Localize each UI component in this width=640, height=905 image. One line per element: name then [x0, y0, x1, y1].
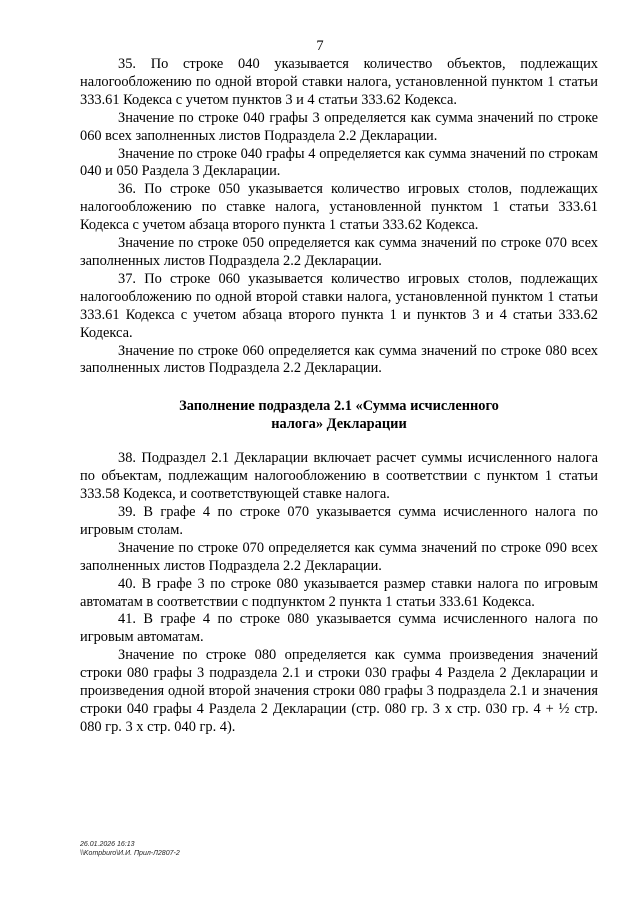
paragraph: 40. В графе 3 по строке 080 указывается размер ставки налога по игровым автоматам в соответствии с подпунктом 2 пункта 1 статьи 333.61 Кодекса.: [80, 575, 598, 610]
paragraph: Значение по строке 070 определяется как сумма значений по строке 090 всех заполненных листов Подраздела 2.2 Декларации.: [80, 539, 598, 574]
paragraph: Значение по строке 080 определяется как сумма произведения значений строки 080 графы 3 подраздела 2.1 и строки 030 графы 4 Раздела 2 Декларации и произведения одной второй значения строки 080 графы 3 подраздела 2.1 и значения строки 040 графы 4 Раздела 2 Декларации (стр. 080 гр. 3 х стр. 030 гр. 4 + ½ стр. 080 гр. 3 х стр. 040 гр. 4).: [80, 647, 598, 735]
paragraph: Значение по строке 060 определяется как сумма значений по строке 080 всех заполненных листов Подраздела 2.2 Декларации.: [80, 342, 598, 377]
paragraph: 39. В графе 4 по строке 070 указывается сумма исчисленного налога по игровым столам.: [80, 504, 598, 538]
paragraph: 37. По строке 060 указывается количество игровых столов, подлежащих налогообложению по одной второй ставки налога, установленной пунктом 1 статьи 333.61 Кодекса с учетом абзаца второго пункта 1 и пунктов 3 и 4 статьи 333.62 Кодекса.: [80, 270, 598, 341]
print-file-path: \\Kompburo\И.И. Прил-Л2807-2: [80, 850, 180, 857]
paragraph: 35. По строке 040 указывается количество объектов, подлежащих налогообложению по одной второй ставки налога, установленной пунктом 1 статьи 333.61 Кодекса с учетом пунктов 3 и 4 статьи 333.62 Кодекса.: [80, 56, 598, 108]
section-heading-line-2: налога» Декларации: [271, 416, 407, 433]
section-heading: [80, 397, 598, 433]
paragraph: Значение по строке 050 определяется как сумма значений по строке 070 всех заполненных листов Подраздела 2.2 Декларации.: [80, 235, 598, 269]
paragraph: 38. Подраздел 2.1 Декларации включает расчет суммы исчисленного налога по объектам, подлежащим налогообложению в соответствии с пунктом 1 статьи 333.58 Кодекса, и соответствующей ставке налога.: [80, 450, 598, 503]
document-body: [80, 56, 598, 737]
page-number: 7: [316, 38, 324, 54]
paragraph: 41. В графе 4 по строке 080 указывается сумма исчисленного налога по игровым автоматам.: [80, 611, 598, 646]
section-heading-line-1: Заполнение подраздела 2.1 «Сумма исчисленного: [179, 398, 499, 415]
print-footer: [80, 840, 180, 858]
paragraph: 36. По строке 050 указывается количество игровых столов, подлежащих налогообложению по ставке налога, установленной пунктом 1 статьи 333.61 Кодекса с учетом абзаца второго пункта 1 статьи 333.62 Кодекса.: [80, 181, 598, 234]
paragraph: Значение по строке 040 графы 3 определяется как сумма значений по строке 060 всех заполненных листов Подраздела 2.2 Декларации.: [80, 109, 598, 144]
paragraph: Значение по строке 040 графы 4 определяется как сумма значений по строкам 040 и 050 Раздела 3 Декларации.: [80, 145, 598, 180]
print-timestamp: 26.01.2026 16:13: [80, 841, 135, 848]
